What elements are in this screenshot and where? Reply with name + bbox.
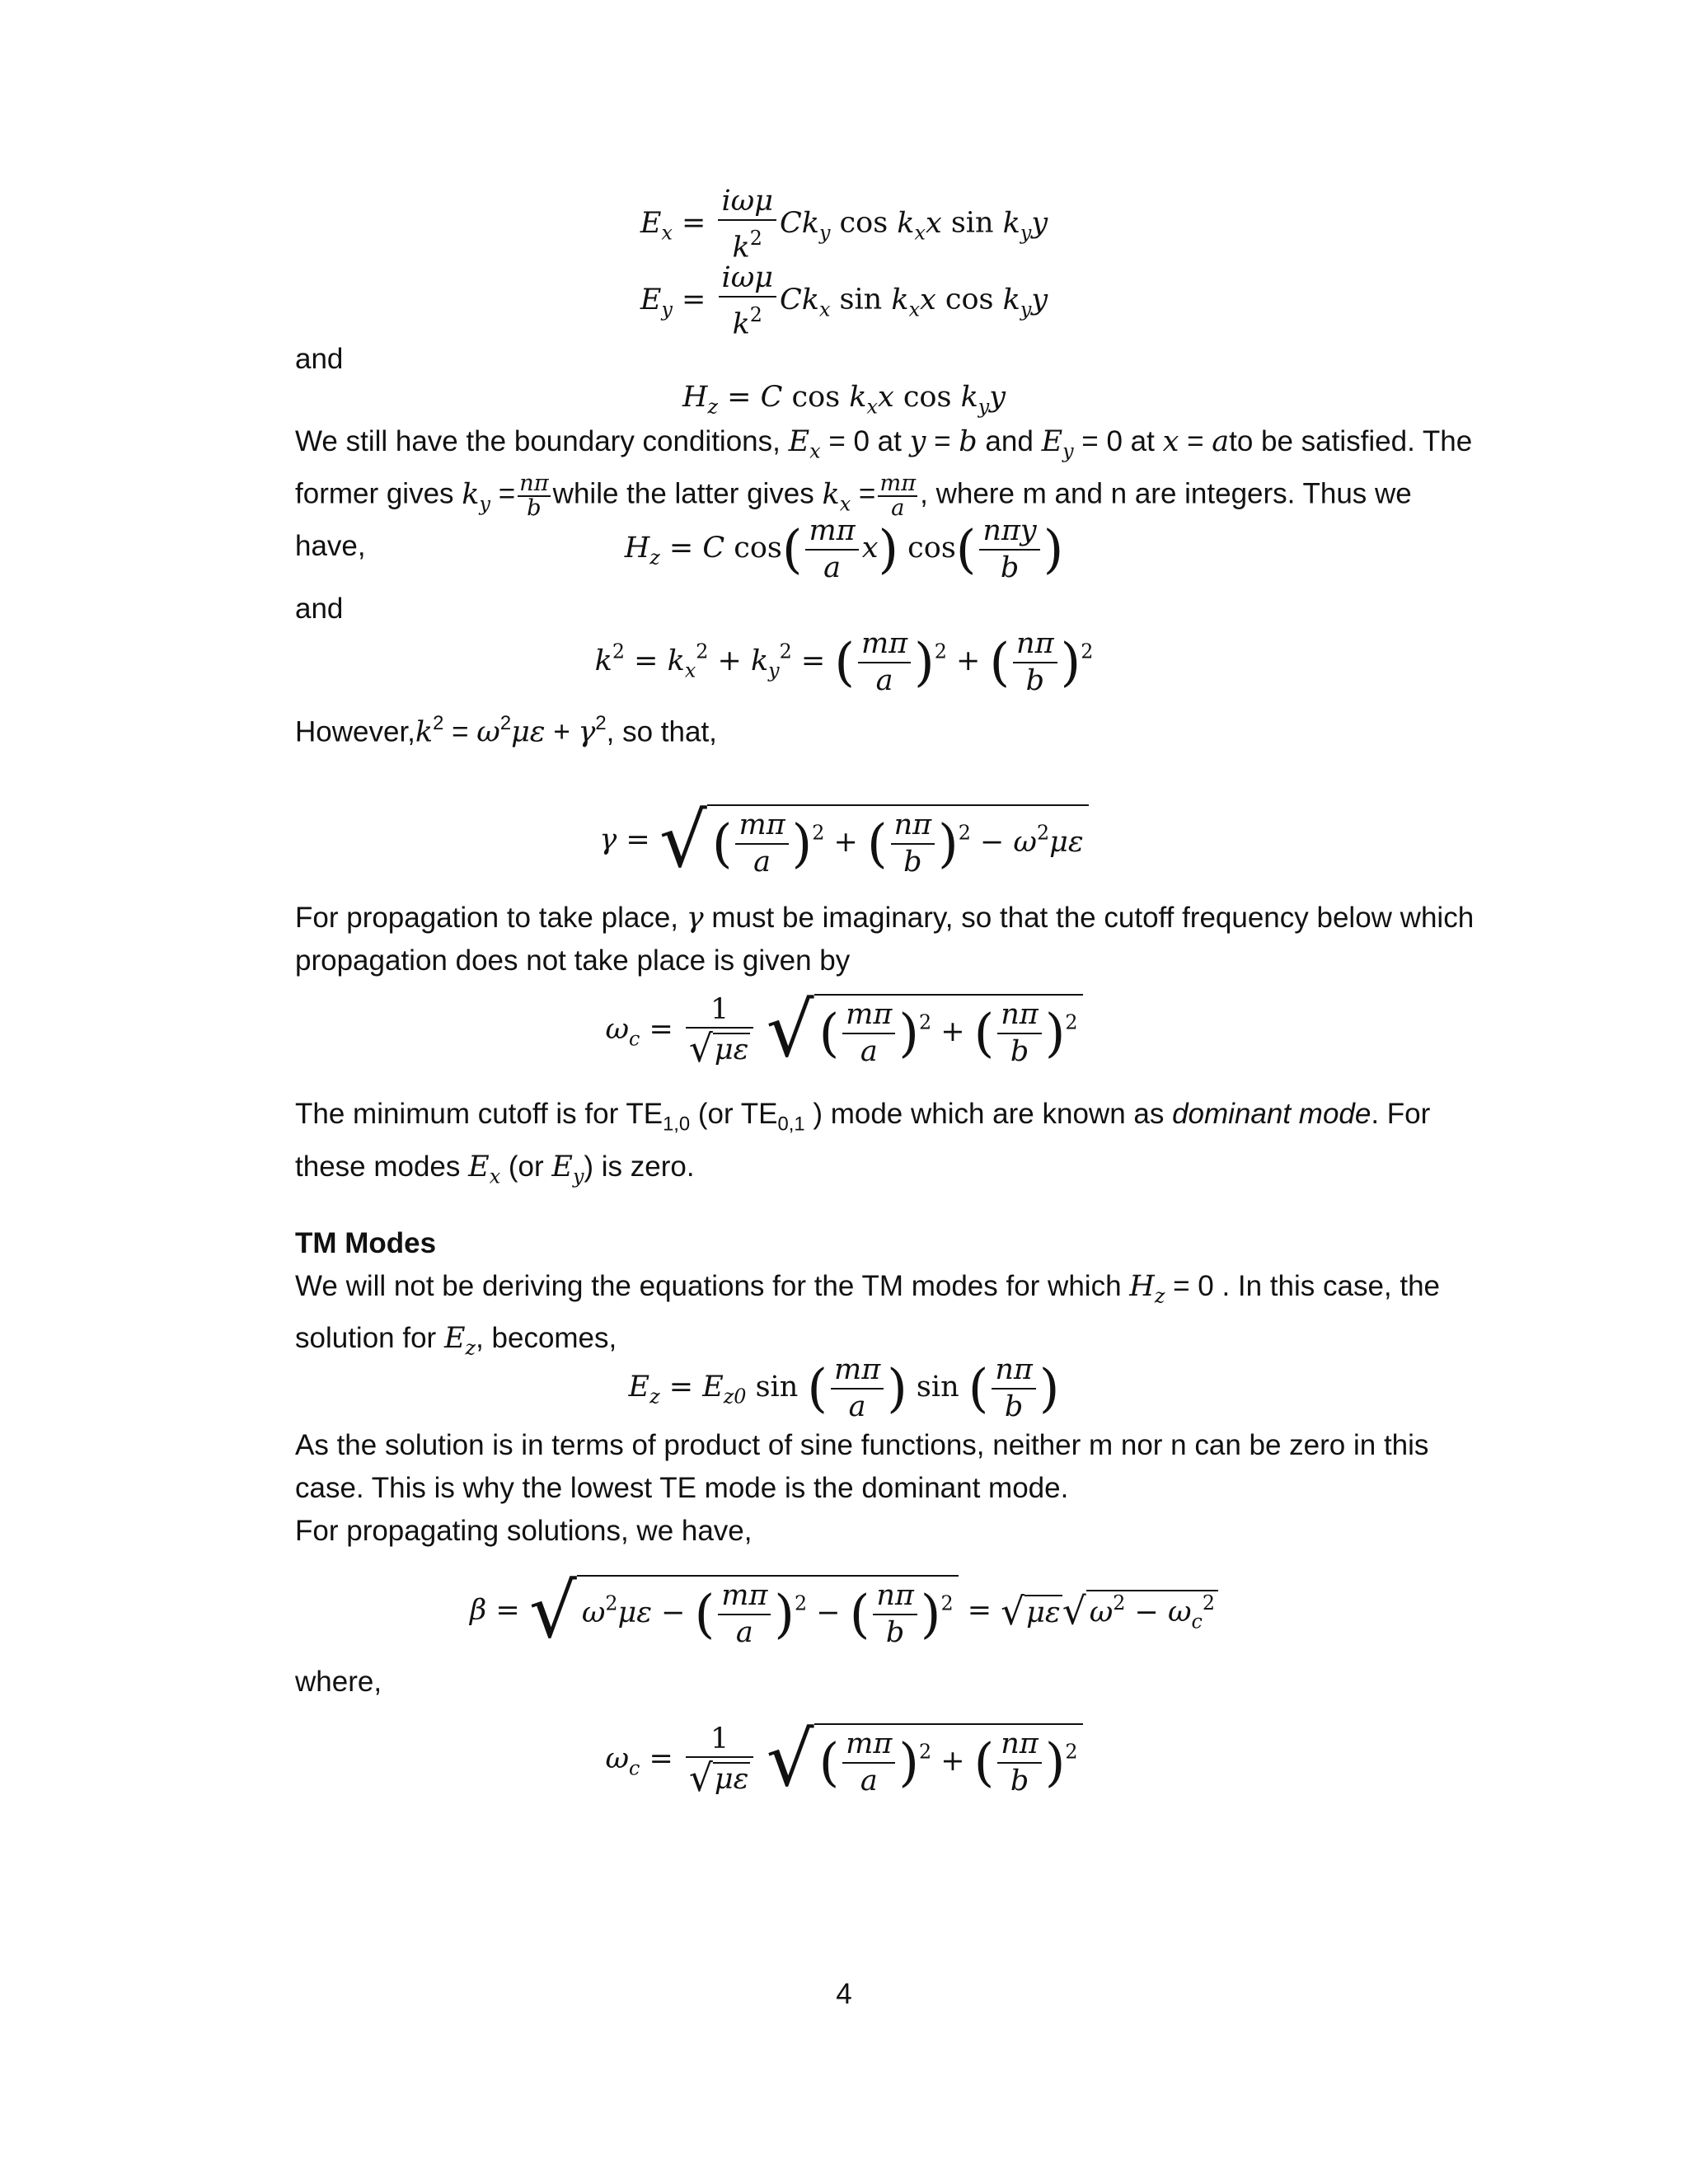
equation-cutoff-frequency-tm: $\omega_c$ = $\frac{1}{√\mu\varepsilon}$ √( $\frac{m\pi}{a}$ )$^2$ + ( $\frac{n\pi}{b}$ )$^2$ xyxy=(0,1722,1688,1797)
equation-cutoff-frequency: $\omega_c$ = $\frac{1}{√\mu\varepsilon}$ √( $\frac{m\pi}{a}$ )$^2$ + ( $\frac{n\pi}{b}$ )$^2$ xyxy=(0,993,1688,1068)
equation-hz: $H_z = C$ $\cos k_xx$ $\cos k_yy$ xyxy=(682,381,1006,419)
paragraph-boundary-conditions: We still have the boundary conditions, $E_x = 0$ at y = b and $E_y = 0$ at x = ato be satisfied. The former gives $k_y$ = $\frac{n\pi}{b}$ while the latter gives $k_x$ = $\frac{m\pi}{a}$ , where m and n are integers. Thus we have, xyxy=(295,425,1473,563)
paragraph-tm-modes: We will not be deriving the equations for the TM modes for which $H_z = 0$ . In this case, the solution for $E_z$, becomes, xyxy=(295,1270,1441,1360)
equation-ex: $E_x$ = $\frac{\text{iωμ}}{k^2}$ $Ck_y$ $\cos k_xx$ $\sin k_yy$ xyxy=(640,185,1048,264)
equation-beta: β = √ $\omega^2\mu\varepsilon$ − ( $\frac{m\pi}{a}$ )$^2$ − ( $\frac{n\pi}{b}$ )$^2$ = √με√ $\omega^2 - \omega_c^2$ xyxy=(0,1574,1688,1649)
paragraph-sine-functions: As the solution is in terms of product of sine functions, neither m nor n can be zero in this case. This is why the lowest TE mode is the dominant mode. xyxy=(295,1429,1429,1504)
text-where: where, xyxy=(295,1666,382,1698)
paragraph-minimum-cutoff: The minimum cutoff is for $TE_{1,0}$ (or $TE_{0,1}$ ) mode which are known as dominant mode. For these modes $E_x$ (or $E_y$) is zero. xyxy=(295,1098,1431,1188)
equation-ey: $E_y$ = $\frac{\text{iωμ}}{k^2}$ $Ck_x$ $\sin k_xx$ $\cos k_yy$ xyxy=(640,261,1048,340)
paragraph-propagating-solutions: For propagating solutions, we have, xyxy=(295,1515,753,1547)
paragraph-however: $However,k^2 = \omega^2\mu\varepsilon + \gamma^2$, so that, xyxy=(295,712,717,749)
equation-hz-modes: $H_z = C$ cos( $\frac{m\pi}{a}$ x) cos( $\frac{\text{nπy}}{b}$ ) xyxy=(624,514,1064,584)
text-and-2: and xyxy=(295,593,344,625)
equation-ez: $E_z = E_{z0}$ sin ( $\frac{m\pi}{a}$ ) sin ( $\frac{n\pi}{b}$ ) xyxy=(628,1353,1060,1423)
page-number: 4 xyxy=(836,1978,852,2010)
section-heading-tm-modes: TM Modes xyxy=(295,1227,437,1259)
equation-gamma: γ = √( $\frac{m\pi}{a}$ )$^2$ + ( $\frac{n\pi}{b}$ )$^2 - \omega^2\mu\varepsilon$ xyxy=(0,804,1688,879)
equation-k-squared: $k^2 = k_x^2 + k_y^2$ = ( $\frac{m\pi}{a}$ )$^2$ + ( $\frac{n\pi}{b}$ )$^2$ xyxy=(594,627,1094,697)
text-and-1: and xyxy=(295,343,344,375)
paragraph-propagation: For propagation to take place, γ must be imaginary, so that the cutoff frequency below which propagation does not take place is given by xyxy=(295,902,1475,977)
